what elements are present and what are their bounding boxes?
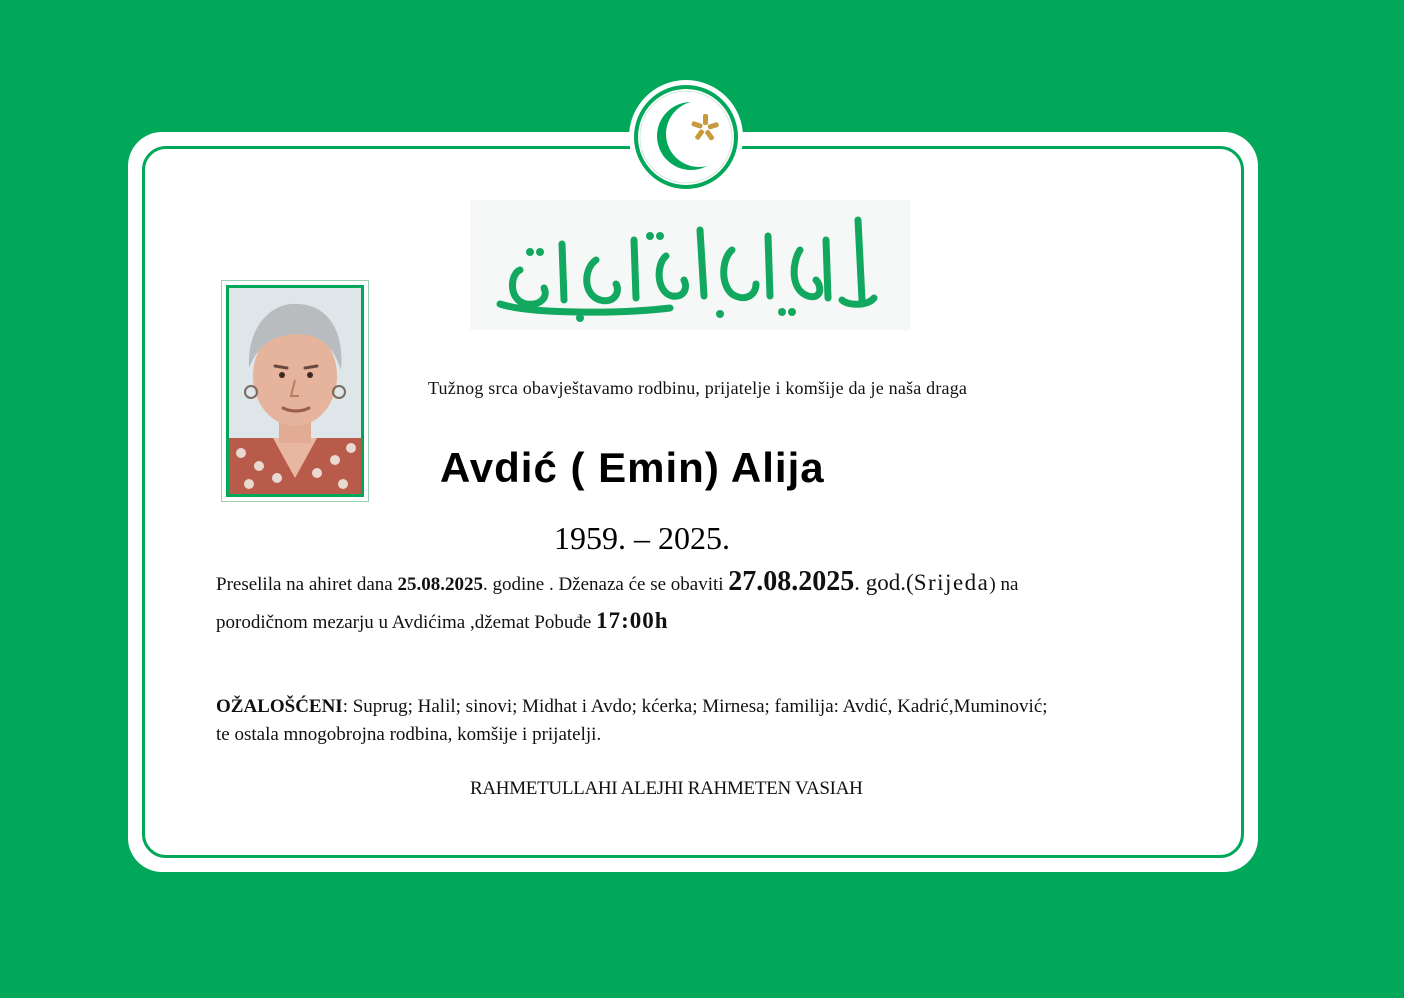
mourners-line-2: te ostala mnogobrojna rodbina, komšije i prijatelji. <box>216 724 602 745</box>
crescent-star-icon <box>629 80 743 194</box>
deceased-name: Avdić ( Emin) Alija <box>440 444 825 491</box>
closing-prayer: RAHMETULLAHI ALEJHI RAHMETEN VASIAH <box>470 778 863 799</box>
death-date: 25.08.2025 <box>397 574 483 595</box>
portrait-frame <box>226 285 364 497</box>
mourners-line <box>216 696 1048 718</box>
death-text-d: ) na <box>989 574 1019 595</box>
death-funeral-line <box>216 566 1018 598</box>
life-years: 1959. – 2025. <box>554 520 730 556</box>
burial-location: porodičnom mezarju u Avdićima ,džemat Pobuđe <box>216 612 597 633</box>
mourners-list: : Suprug; Halil; sinovi; Midhat i Avdo; kćerka; Mirnesa; familija: Avdić, Kadrić,Muminović; <box>342 696 1048 717</box>
portrait-photo <box>221 280 369 502</box>
intro-text: Tužnog srca obavještavamo rodbinu, prijatelje i komšije da je naša draga <box>428 378 968 398</box>
mourners-label: OŽALOŠĆENI <box>216 696 343 717</box>
arabic-calligraphy <box>470 200 910 330</box>
funeral-date: 27.08.2025 <box>728 566 855 597</box>
death-text-a: Preselila na ahiret dana <box>216 574 398 595</box>
burial-location-line <box>216 608 669 634</box>
funeral-time: 17:00h <box>596 608 669 633</box>
funeral-weekday: Srijeda <box>913 570 990 595</box>
death-text-b: . godine . Dženaza će se obaviti <box>482 574 729 595</box>
death-text-c: . god.( <box>854 570 914 595</box>
